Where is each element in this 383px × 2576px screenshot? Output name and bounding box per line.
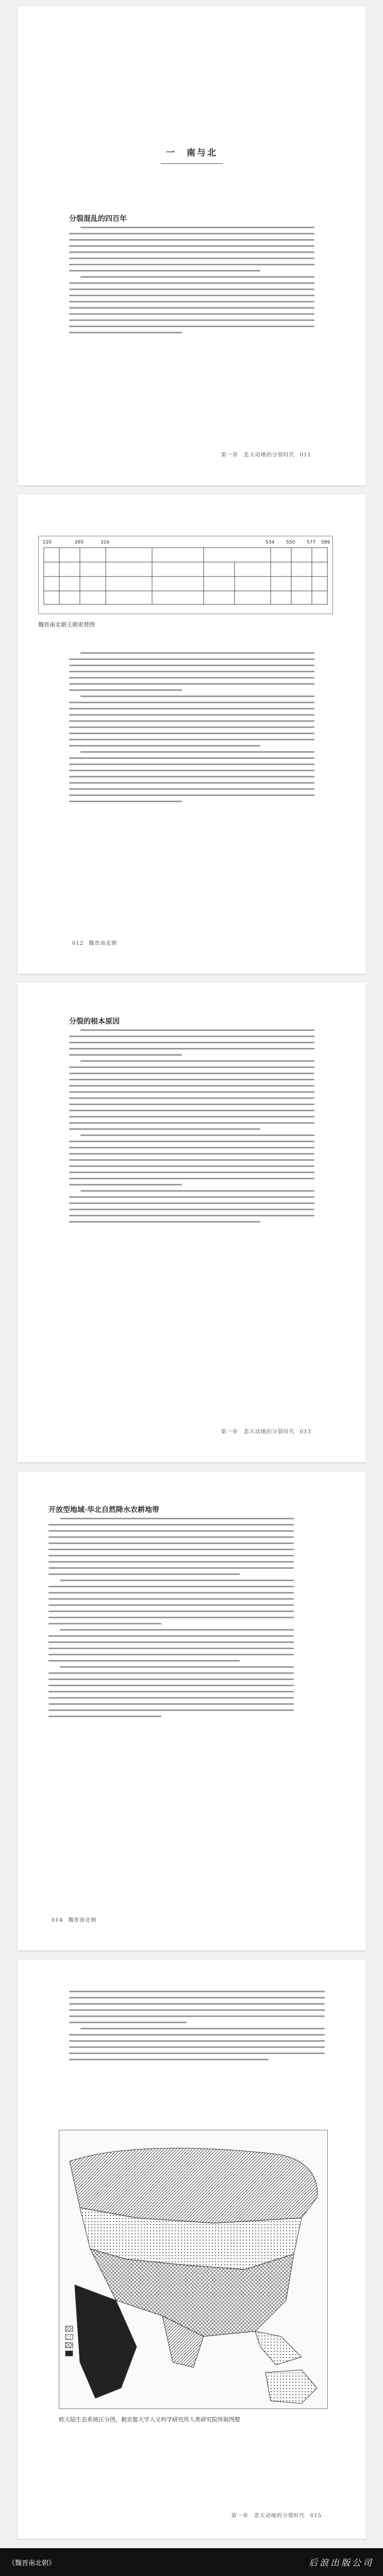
timeline-year: 550 (286, 540, 295, 545)
text-line (80, 1134, 314, 1136)
footer-book-title: 魏晋南北朝 (68, 1918, 97, 1923)
text-line (48, 1604, 294, 1606)
paragraph (69, 1060, 314, 1130)
page-number: 014 (52, 1918, 63, 1923)
text-line (48, 1679, 294, 1680)
text-line (69, 720, 314, 722)
text-line (69, 1153, 314, 1155)
text-line (48, 1617, 294, 1618)
text-line (69, 683, 314, 685)
text-line (69, 233, 314, 234)
text-line (69, 677, 314, 679)
paragraph (69, 1029, 314, 1056)
page-number: 012 (72, 941, 84, 946)
text-line (80, 2028, 325, 2029)
text-line (69, 2034, 325, 2036)
text-line (69, 708, 314, 709)
book-page-2 (18, 495, 366, 974)
paragraph (69, 276, 314, 333)
text-line (48, 1648, 294, 1649)
text-line (69, 264, 314, 265)
text-line (69, 1128, 260, 1130)
chapter-title: 一 南与北 (166, 148, 218, 158)
dynasty-timeline-svg (39, 536, 332, 614)
text-line (69, 1116, 314, 1117)
text-line (48, 1561, 294, 1563)
page-4-content (48, 1471, 294, 1951)
footer-chapter: 第一章 悲天动地的分裂时代 (221, 1429, 295, 1435)
text-line (69, 2015, 325, 2017)
text-line (69, 745, 260, 747)
text-line (69, 757, 314, 759)
paragraph (48, 1580, 294, 1624)
text-line (69, 307, 314, 309)
paragraph (48, 1666, 294, 1717)
text-line (48, 1654, 294, 1655)
text-line (69, 714, 314, 716)
text-line (69, 295, 314, 296)
timeline-year: 589 (321, 540, 330, 545)
text-line (69, 1184, 182, 1185)
text-line (69, 801, 182, 802)
text-line (69, 689, 182, 691)
text-line (69, 665, 314, 666)
bottom-banner (0, 2548, 383, 2576)
paragraph (69, 2028, 325, 2060)
text-line (69, 313, 314, 315)
section-heading: 分裂混乱的四百年 (69, 215, 127, 223)
text-line (48, 1703, 294, 1705)
running-footer (221, 450, 314, 458)
text-line (69, 1097, 314, 1099)
timeline-year: 577 (307, 540, 316, 545)
paragraph (48, 1629, 294, 1662)
eurasia-ecosystem-map-svg (59, 2130, 327, 2409)
text-line (69, 1997, 325, 1998)
text-line (69, 1165, 314, 1167)
text-line (69, 1215, 314, 1216)
book-page-3 (18, 983, 366, 1462)
text-line (48, 1567, 294, 1569)
text-line (48, 1716, 161, 1717)
text-line (48, 1697, 294, 1699)
running-footer (69, 939, 117, 946)
book-page-5 (18, 1960, 366, 2539)
timeline-year: 220 (43, 540, 52, 545)
text-line (69, 739, 314, 740)
page-2-content (38, 495, 335, 974)
map-region-north (70, 2148, 318, 2223)
figure-caption: 欧大陆生态系统区分图，据京都大学人文科学研究所人类研究院所制图整 (59, 2416, 240, 2423)
paragraph (69, 1190, 314, 1223)
text-line (48, 1660, 240, 1662)
text-line (69, 1104, 314, 1105)
text-line (48, 1573, 240, 1575)
text-line (69, 282, 314, 284)
text-line (69, 1196, 314, 1198)
text-line (80, 276, 314, 278)
text-line (69, 2046, 325, 2048)
text-line (48, 1611, 294, 1612)
text-line (60, 1580, 294, 1581)
text-line (48, 1536, 294, 1538)
text-line (69, 1178, 314, 1179)
section-heading: 开放型地域·华北自然降水农耕地带 (48, 1506, 159, 1514)
section-heading: 分裂的根本原因 (69, 1018, 120, 1026)
figure-caption: 魏晋南北朝王朝更替图 (38, 621, 95, 628)
text-line (69, 1209, 314, 1210)
text-line (48, 1586, 294, 1587)
text-line (69, 733, 314, 734)
text-line (69, 1122, 314, 1124)
paragraph (69, 227, 314, 272)
text-line (69, 251, 314, 253)
text-line (80, 652, 314, 654)
text-line (69, 1091, 314, 1093)
text-line (69, 332, 182, 333)
text-line (69, 1054, 182, 1056)
text-line (48, 1530, 294, 1532)
text-line (69, 301, 314, 302)
paragraph (69, 1134, 314, 1185)
text-line (48, 1549, 294, 1550)
timeline-year: 265 (75, 540, 84, 545)
text-line (69, 702, 314, 703)
page-number: 013 (299, 1429, 311, 1435)
text-line (69, 1066, 314, 1068)
text-line (80, 751, 314, 753)
text-line (69, 1141, 314, 1142)
text-line (69, 245, 314, 247)
text-line (60, 1629, 294, 1631)
chapter-title-rule (161, 163, 223, 164)
text-line (69, 1172, 314, 1173)
page-2-body (69, 649, 314, 807)
footer-chapter: 第一章 悲天动地的分裂时代 (221, 452, 295, 458)
text-line (48, 1672, 294, 1674)
page-3-content (69, 983, 314, 1462)
text-line (48, 1641, 294, 1643)
text-line (69, 671, 314, 672)
timeline-year: 534 (265, 540, 275, 545)
text-line (80, 1060, 314, 1062)
text-line (69, 258, 314, 259)
text-line (48, 1524, 294, 1526)
text-line (48, 1592, 294, 1594)
text-line (69, 1085, 314, 1087)
text-line (69, 1147, 314, 1148)
text-line (48, 1598, 294, 1600)
text-line (48, 1709, 294, 1711)
text-line (48, 1543, 294, 1544)
text-line (69, 776, 314, 777)
page-number: 011 (299, 452, 311, 458)
text-line (80, 227, 314, 228)
text-line (69, 788, 314, 790)
text-line (69, 658, 314, 660)
text-line (69, 2059, 269, 2060)
text-line (69, 1991, 325, 1992)
text-line (69, 726, 314, 728)
text-line (69, 1110, 314, 1111)
text-line (48, 1635, 294, 1637)
text-line (69, 1202, 314, 1204)
text-line (80, 696, 314, 697)
page-number: 015 (310, 2513, 322, 2519)
text-line (80, 1029, 314, 1031)
page-5-content (59, 1960, 325, 2539)
paragraph (48, 1518, 294, 1575)
text-line (69, 1079, 314, 1080)
text-line (69, 1036, 314, 1037)
text-line (69, 326, 314, 327)
text-line (69, 1048, 314, 1049)
text-line (48, 1555, 294, 1556)
text-line (69, 1221, 260, 1223)
book-page-4 (18, 1471, 366, 1951)
text-line (69, 1159, 314, 1161)
footer-chapter: 第一章 悲天动地的分裂时代 (231, 2513, 305, 2519)
text-line (60, 1518, 294, 1519)
text-line (69, 270, 260, 272)
text-line (69, 239, 314, 241)
banner-book-title: 《魏晋南北朝》 (8, 2560, 56, 2567)
text-line (69, 2003, 325, 2005)
text-line (48, 1685, 294, 1686)
text-line (80, 1190, 314, 1192)
paragraph (69, 1991, 325, 2023)
running-footer (221, 1427, 314, 1435)
publisher-logo-text: 后浪出版公司 (309, 2558, 374, 2568)
eurasia-ecosystem-map (59, 2130, 328, 2409)
paragraph (69, 652, 314, 691)
text-line (69, 289, 314, 290)
paragraph (69, 751, 314, 802)
footer-book-title: 魏晋南北朝 (89, 941, 118, 946)
text-line (60, 1666, 294, 1668)
text-line (48, 1691, 294, 1692)
text-line (69, 1042, 314, 1043)
running-footer (48, 1916, 96, 1923)
text-line (69, 2040, 325, 2042)
dynasty-timeline-chart (38, 536, 333, 614)
running-footer (231, 2511, 325, 2519)
text-line (69, 2053, 325, 2054)
timeline-year: 316 (101, 540, 110, 545)
page-1-content (69, 6, 314, 485)
text-line (69, 2022, 187, 2023)
text-line (69, 794, 314, 796)
text-line (48, 1623, 161, 1624)
text-line (69, 1073, 314, 1074)
text-line (69, 782, 314, 784)
text-line (69, 2009, 325, 2011)
text-line (69, 319, 314, 321)
book-page-1 (18, 6, 366, 485)
paragraph (69, 696, 314, 747)
text-line (69, 764, 314, 765)
text-line (69, 770, 314, 771)
